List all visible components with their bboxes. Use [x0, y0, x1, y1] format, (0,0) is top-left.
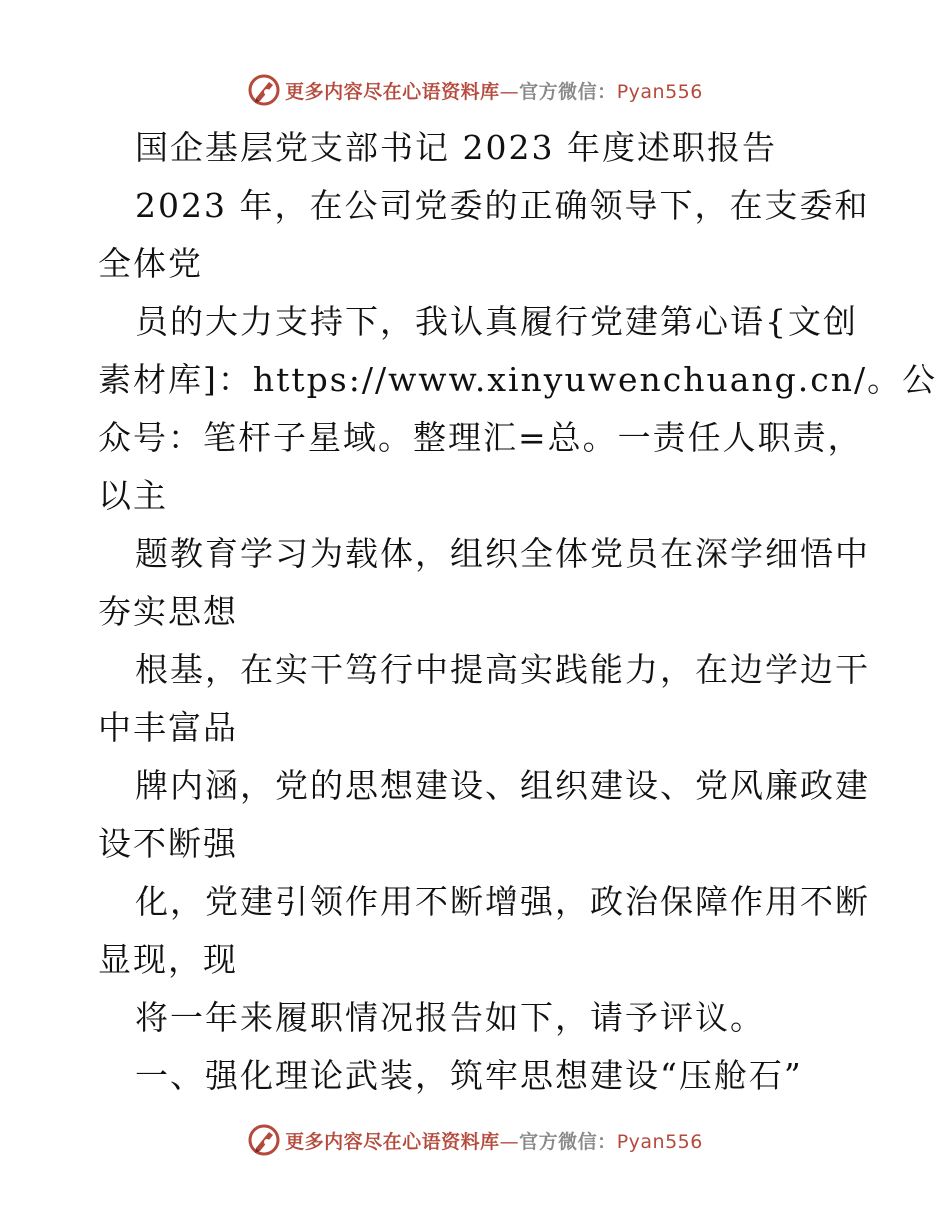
pen-logo-icon [247, 73, 281, 107]
footer-banner [0, 1120, 950, 1160]
text-line: 以主 [98, 476, 168, 515]
text-line: 将一年来履职情况报告如下，请予评议。 [135, 998, 765, 1037]
text-line: 全体党 [98, 244, 203, 283]
text-line: 素材库]：https://www.xinyuwenchuang.cn/。公 [98, 360, 938, 399]
text-line: 牌内涵，党的思想建设、组织建设、党风廉政建 [135, 766, 870, 805]
section-heading: 一、强化理论武装，筑牢思想建设“压舱石” [135, 1056, 803, 1095]
header-dash: — [499, 80, 520, 103]
document-title: 国企基层党支部书记 2023 年度述职报告 [135, 128, 777, 167]
footer-dash: — [499, 1130, 520, 1153]
text-line: 根基，在实干笃行中提高实践能力，在边学边干 [135, 650, 870, 689]
pen-logo-icon [247, 1123, 281, 1157]
text-line: 众号：笔杆子星域。整理汇=总。一责任人职责， [98, 418, 863, 457]
footer-banner-text [285, 1127, 703, 1154]
text-line: 员的大力支持下，我认真履行党建第心语{文创 [135, 302, 858, 341]
footer-slogan: 更多内容尽在心语资料库 [285, 1130, 500, 1153]
text-line: 显现，现 [98, 940, 238, 979]
footer-wechat-label: 官方微信： [519, 1130, 617, 1153]
text-line: 设不断强 [98, 824, 238, 863]
header-banner-text [285, 77, 703, 104]
header-wechat-label: 官方微信： [519, 80, 617, 103]
text-line: 中丰富品 [98, 708, 238, 747]
text-line: 题教育学习为载体，组织全体党员在深学细悟中 [135, 534, 870, 573]
header-slogan: 更多内容尽在心语资料库 [285, 80, 500, 103]
text-line: 夯实思想 [98, 592, 238, 631]
text-line: 2023 年，在公司党委的正确领导下，在支委和 [135, 186, 870, 225]
header-wechat-id: Pyan556 [616, 80, 703, 103]
header-banner [0, 70, 950, 110]
footer-wechat-id: Pyan556 [616, 1130, 703, 1153]
text-line: 化，党建引领作用不断增强，政治保障作用不断 [135, 882, 870, 921]
